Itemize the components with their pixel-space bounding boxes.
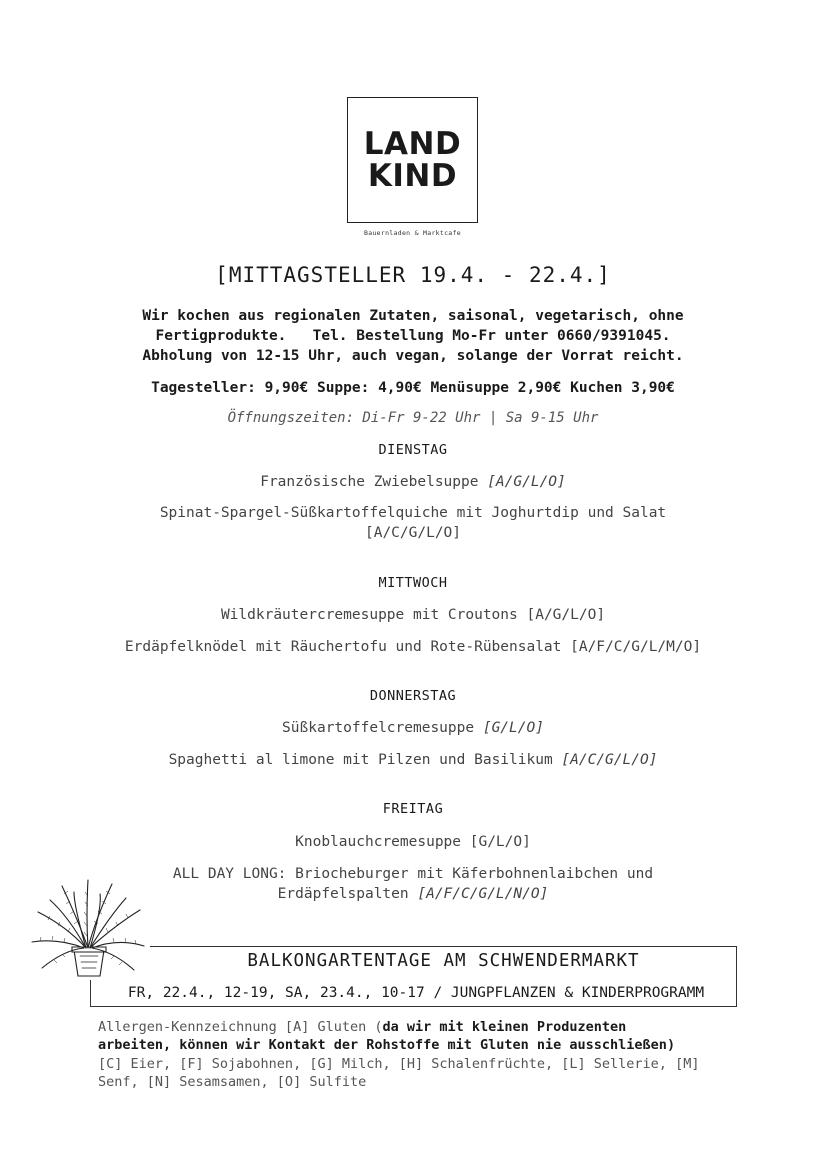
thursday-soup-allergens: [G/L/O] [482, 720, 544, 736]
friday-main-allergens: [A/F/C/G/L/N/O] [417, 886, 549, 902]
friday-soup: Knoblauchcremesuppe [G/L/O] [295, 834, 531, 850]
thursday-soup [0, 718, 826, 739]
allergen-line-3: [C] Eier, [F] Sojabohnen, [G] Milch, [H] Schalenfrüchte, [L] Sellerie, [M] [98, 1055, 700, 1072]
logo-word-kind: KIND [367, 158, 458, 194]
event-box-border-bottom [90, 1006, 737, 1007]
thursday-soup-name: Süßkartoffelcremesuppe [282, 720, 475, 736]
event-box-border-top [150, 946, 737, 947]
event-box-border-left [90, 980, 91, 1007]
day-heading-friday: FREITAG [382, 801, 444, 817]
page-title: [MITTAGSTELLER 19.4. - 22.4.] [215, 263, 611, 287]
allergen-line-1b: da wir mit kleinen Produzenten [382, 1019, 627, 1035]
allergen-line-1a: Allergen-Kennzeichnung [A] Gluten ( [98, 1019, 383, 1035]
logo-tagline: Bauernladen & Marktcafe [364, 229, 461, 237]
tuesday-main-line-2: [A/C/G/L/O] [364, 525, 462, 541]
allergen-line-1 [98, 1018, 738, 1036]
friday-main-line-2-text: Erdäpfelspalten [277, 886, 409, 902]
intro-line-3: Abholung von 12-15 Uhr, auch vegan, solange der Vorrat reicht. [142, 348, 684, 364]
day-heading-wednesday: MITTWOCH [378, 575, 448, 591]
thursday-main [0, 750, 826, 771]
intro-line-2: Fertigprodukte. Tel. Bestellung Mo-Fr unter 0660/9391045. [155, 328, 671, 344]
allergen-legend [98, 1018, 738, 1091]
potted-plant-icon [28, 876, 146, 980]
day-heading-thursday: DONNERSTAG [369, 688, 457, 704]
wednesday-soup: Wildkräutercremesuppe mit Croutons [A/G/L/O] [220, 607, 606, 623]
day-heading-tuesday: DIENSTAG [378, 442, 448, 458]
friday-main-line-1: ALL DAY LONG: Briocheburger mit Käferbohnenlaibchen und [172, 866, 654, 882]
price-list: Tagesteller: 9,90€ Suppe: 4,90€ Menüsuppe 2,90€ Kuchen 3,90€ [151, 380, 675, 396]
event-detail: FR, 22.4., 12-19, SA, 23.4., 10-17 / JUNGPFLANZEN & KINDERPROGRAMM [127, 985, 705, 1001]
tuesday-soup-allergens: [A/G/L/O] [487, 474, 566, 490]
logo [347, 97, 478, 223]
tuesday-main-line-1: Spinat-Spargel-Süßkartoffelquiche mit Joghurtdip und Salat [159, 505, 667, 521]
allergen-line-2: arbeiten, können wir Kontakt der Rohstoffe mit Gluten nie ausschließen) [98, 1037, 676, 1054]
opening-hours: Öffnungszeiten: Di-Fr 9-22 Uhr | Sa 9-15 Uhr [227, 410, 599, 426]
event-title: BALKONGARTENTAGE AM SCHWENDERMARKT [247, 951, 640, 971]
wednesday-main: Erdäpfelknödel mit Räuchertofu und Rote-Rübensalat [A/F/C/G/L/M/O] [124, 639, 702, 655]
allergen-line-4: Senf, [N] Sesamsamen, [O] Sulfite [98, 1073, 367, 1090]
tuesday-soup [0, 472, 826, 493]
tuesday-soup-name: Französische Zwiebelsuppe [260, 474, 479, 490]
intro-line-1: Wir kochen aus regionalen Zutaten, saisonal, vegetarisch, ohne [142, 308, 684, 324]
thursday-main-name: Spaghetti al limone mit Pilzen und Basilikum [168, 752, 553, 768]
thursday-main-allergens: [A/C/G/L/O] [561, 752, 658, 768]
logo-word-land: LAND [363, 126, 462, 162]
